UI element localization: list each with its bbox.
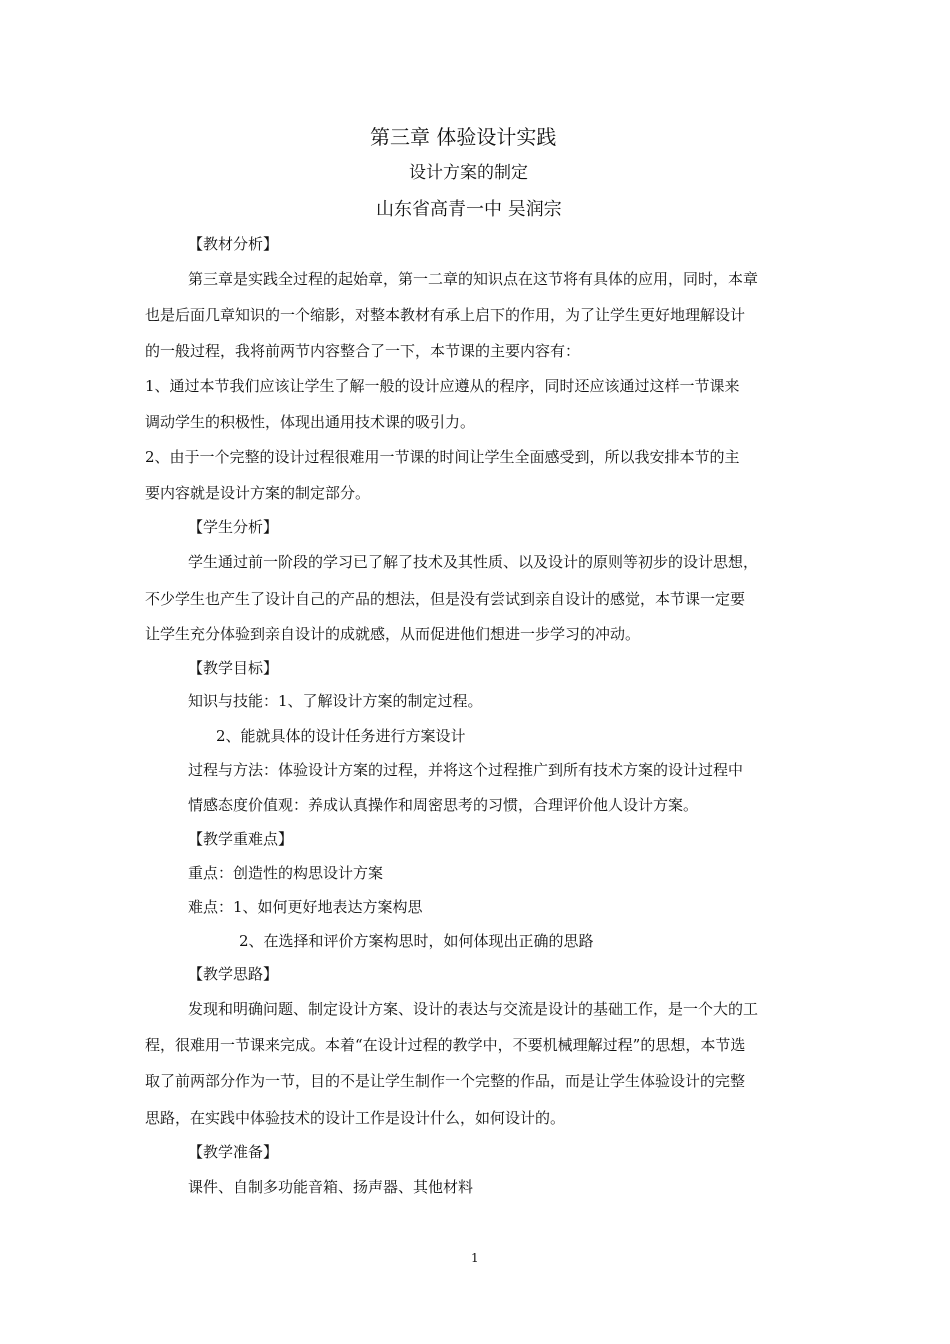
document-subtitle: 设计方案的制定 xyxy=(409,163,528,183)
paragraph-line: 要内容就是设计方案的制定部分。 xyxy=(145,484,371,502)
paragraph-line: 2、能就具体的设计任务进行方案设计 xyxy=(216,727,466,745)
paragraph-line: 2、在选择和评价方案构思时，如何体现出正确的思路 xyxy=(239,932,594,950)
paragraph-line: 1、通过本节我们应该让学生了解一般的设计应遵从的程序，同时还应该通过这样一节课来 xyxy=(145,377,740,395)
paragraph-line: 发现和明确问题、制定设计方案、设计的表达与交流是设计的基础工作，是一个大的工 xyxy=(188,1000,759,1018)
document-author: 山东省高青一中 吴润宗 xyxy=(376,199,562,220)
paragraph-line: 的一般过程，我将前两节内容整合了一下，本节课的主要内容有： xyxy=(145,342,581,360)
paragraph-line: 思路，在实践中体验技术的设计工作是设计什么，如何设计的。 xyxy=(145,1109,566,1127)
section-heading-teaching-goals: 【教学目标】 xyxy=(188,659,279,677)
paragraph-line: 情感态度价值观：养成认真操作和周密思考的习惯，合理评价他人设计方案。 xyxy=(188,796,699,814)
paragraph-line: 重点：创造性的构思设计方案 xyxy=(188,864,384,882)
paragraph-line: 课件、自制多功能音箱、扬声器、其他材料 xyxy=(188,1178,474,1196)
paragraph-line: 知识与技能：1、了解设计方案的制定过程。 xyxy=(188,692,483,710)
paragraph-line: 2、由于一个完整的设计过程很难用一节课的时间让学生全面感受到，所以我安排本节的主 xyxy=(145,448,740,466)
paragraph-line: 第三章是实践全过程的起始章，第一二章的知识点在这节将有具体的应用，同时，本章 xyxy=(188,270,759,288)
section-heading-teaching-approach: 【教学思路】 xyxy=(188,965,279,983)
paragraph-line: 让学生充分体验到亲自设计的成就感，从而促进他们想进一步学习的冲动。 xyxy=(145,625,641,643)
section-heading-preparation: 【教学准备】 xyxy=(188,1143,279,1161)
paragraph-line: 也是后面几章知识的一个缩影，对整本教材有承上启下的作用，为了让学生更好地理解设计 xyxy=(145,306,746,324)
section-heading-key-points: 【教学重难点】 xyxy=(188,830,294,848)
paragraph-line: 程，很难用一节课来完成。本着“在设计过程的教学中，不要机械理解过程”的思想，本节选 xyxy=(145,1036,746,1054)
paragraph-line: 取了前两部分作为一节，目的不是让学生制作一个完整的作品，而是让学生体验设计的完整 xyxy=(145,1072,746,1090)
section-heading-student-analysis: 【学生分析】 xyxy=(188,518,279,536)
paragraph-line: 调动学生的积极性，体现出通用技术课的吸引力。 xyxy=(145,413,476,431)
section-heading-material-analysis: 【教材分析】 xyxy=(188,235,279,253)
page-number: 1 xyxy=(471,1251,479,1265)
paragraph-line: 难点：1、如何更好地表达方案构思 xyxy=(188,898,423,916)
paragraph-line: 学生通过前一阶段的学习已了解了技术及其性质、以及设计的原则等初步的设计思想， xyxy=(188,553,759,571)
document-title: 第三章 体验设计实践 xyxy=(370,125,557,149)
paragraph-line: 过程与方法：体验设计方案的过程，并将这个过程推广到所有技术方案的设计过程中 xyxy=(188,761,744,779)
paragraph-line: 不少学生也产生了设计自己的产品的想法，但是没有尝试到亲自设计的感觉，本节课一定要 xyxy=(145,590,746,608)
